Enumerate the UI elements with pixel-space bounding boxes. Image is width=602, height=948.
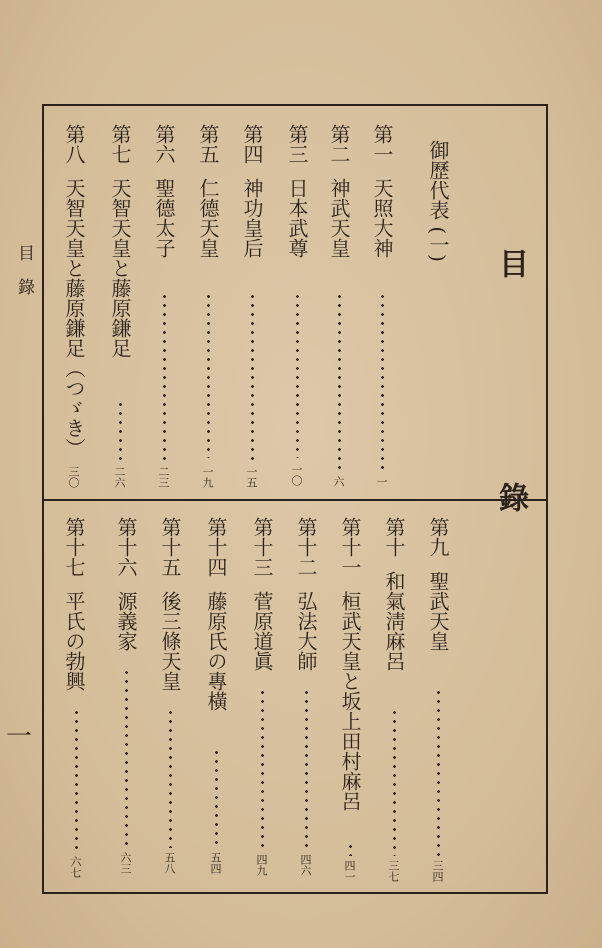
leader-dots [261,688,264,850]
toc-entry-11[interactable]: 第十一桓武天皇と坂上田村麻呂 [338,517,362,811]
page-number: 一五 [245,466,258,488]
page-number: 三〇 [67,466,80,488]
toc-entry-13[interactable]: 第十三菅原道眞 [250,517,274,671]
leader-dots [296,292,299,458]
page-number: 四九 [255,854,268,876]
leader-dots [393,708,396,856]
leader-dots [75,708,78,852]
toc-entry-6[interactable]: 第六聖德太子 [152,124,176,258]
toc-entry-3[interactable]: 第三日本武尊 [285,124,309,258]
leader-dots [381,292,384,472]
leader-dots [215,748,218,848]
page-title: 目 錄 [493,248,528,560]
page-number: 二三 [157,466,170,488]
folio-number: 一 [6,722,33,752]
page-number: 一九 [201,466,214,488]
page-number: 三七 [387,860,400,882]
page-number: 一〇 [290,464,303,486]
leader-dots [163,292,166,464]
page-number: 一 [375,476,388,487]
section-divider [42,499,548,501]
page-number: 六三 [119,852,132,874]
leader-dots [125,668,128,848]
leader-dots [251,292,254,462]
leader-dots [305,688,308,850]
group-title: 御歷代表 (一) [426,140,450,262]
toc-entry-15[interactable]: 第十五後三條天皇 [158,517,182,691]
page-number: 六七 [69,856,82,878]
page-number: 五八 [163,852,176,874]
toc-entry-8[interactable]: 第八天智天皇と藤原鎌足（つゞき） [62,124,86,458]
leader-dots [119,400,122,460]
toc-entry-10[interactable]: 第十和氣淸麻呂 [382,517,406,671]
leader-dots [207,292,210,458]
running-head: 目 錄 [14,244,34,295]
toc-entry-17[interactable]: 第十七平氏の勃興 [62,517,86,691]
leader-dots [437,688,440,856]
toc-entry-2[interactable]: 第二神武天皇 [327,124,351,258]
leader-dots [338,292,341,472]
page-number: 五四 [209,852,222,874]
toc-entry-1[interactable]: 第一天照大神 [370,124,394,258]
page-number: 四一 [343,860,356,882]
toc-entry-12[interactable]: 第十二弘法大師 [294,517,318,671]
leader-dots [169,708,172,848]
toc-entry-14[interactable]: 第十四藤原氏の專橫 [204,517,228,711]
toc-entry-4[interactable]: 第四神功皇后 [240,124,264,258]
toc-entry-5[interactable]: 第五仁德天皇 [196,124,220,258]
leader-dots [349,842,352,856]
page-number: 二六 [113,466,126,488]
page-number: 六 [332,476,345,487]
toc-entry-7[interactable]: 第七天智天皇と藤原鎌足 [108,124,132,358]
page-number: 三四 [431,860,444,882]
page-number: 四六 [299,854,312,876]
toc-entry-16[interactable]: 第十六源義家 [114,517,138,651]
toc-entry-9[interactable]: 第九聖武天皇 [426,517,450,651]
